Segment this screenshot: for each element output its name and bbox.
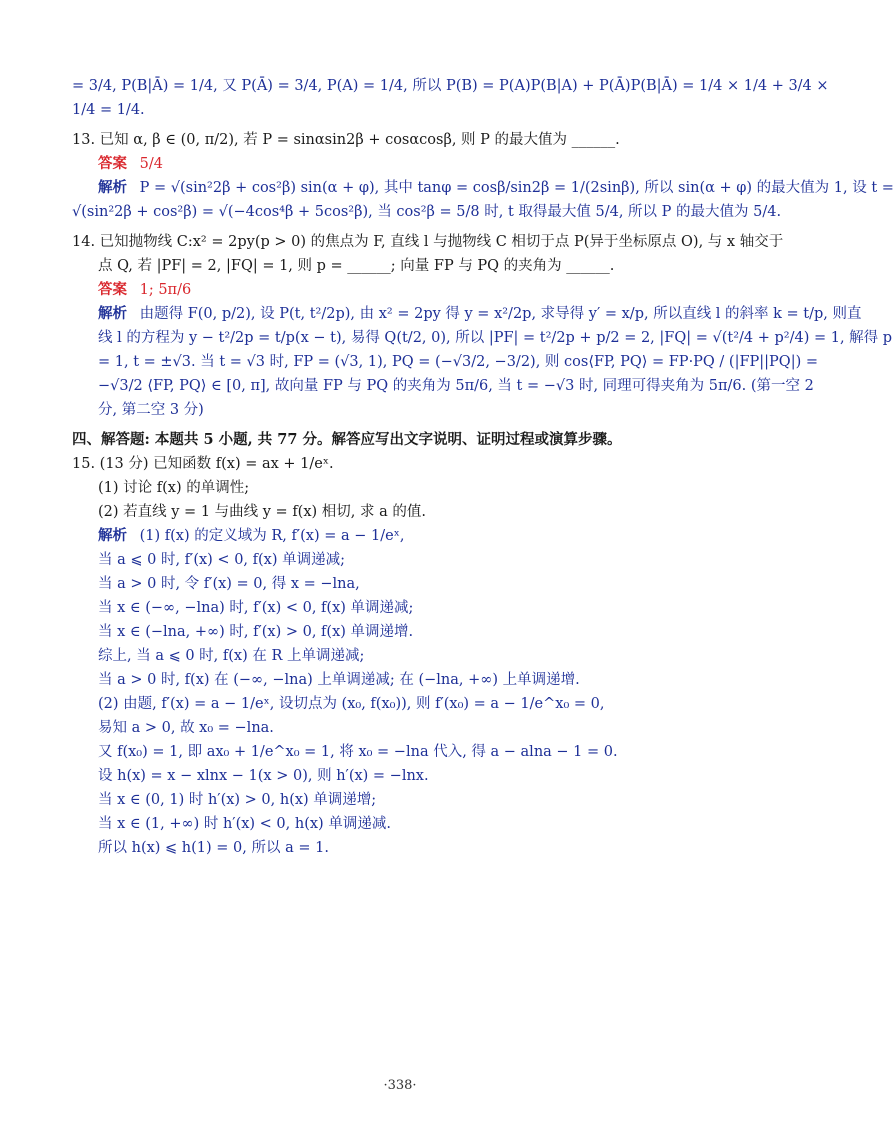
q15-analysis-line: 所以 h(x) ⩽ h(1) = 0, 所以 a = 1. [98,840,329,856]
q15-analysis-line: 当 a > 0 时, f(x) 在 (−∞, −lna) 上单调递减; 在 (−lna, +∞) 上单调递增. [98,672,580,688]
q15-analysis-label: 解析 [98,527,127,544]
q13-stem: 13. 已知 α, β ∈ (0, π/2), 若 P = sinαsin2β + cosαcosβ, 则 P 的最大值为 ______. [72,132,620,148]
q15-analysis-line: 当 x ∈ (1, +∞) 时 h′(x) < 0, h(x) 单调递减. [98,816,391,832]
q14-analysis-line-4: −√3/2 ⟨FP, PQ⟩ ∈ [0, π], 故向量 FP 与 PQ 的夹角为 5π/6, 当 t = −√3 时, 同理可得夹角为 5π/6. (第一空 2 [98,378,814,394]
q15-analysis-line: (2) 由题, f′(x) = a − 1/eˣ, 设切点为 (x₀, f(x₀)), 则 f′(x₀) = a − 1/e^x₀ = 0, [98,696,605,712]
intro-solution-line-2: 1/4 = 1/4. [72,102,145,118]
q15-analysis-line: 当 a ⩽ 0 时, f′(x) < 0, f(x) 单调递减; [98,552,345,568]
q15-stem: 15. (13 分) 已知函数 f(x) = ax + 1/eˣ. [72,456,334,472]
q13-analysis-label: 解析 [98,179,127,196]
q14-analysis-line-1: 由题得 F(0, p/2), 设 P(t, t²/2p), 由 x² = 2py 得 y = x²/2p, 求导得 y′ = x/p, 所以直线 l 的斜率 k = t/p, 则直 [139,306,862,322]
q15-analysis-line: 设 h(x) = x − xlnx − 1(x > 0), 则 h′(x) = −lnx. [98,768,429,784]
q13-answer: 5/4 [139,156,163,172]
q15-analysis-line: (1) f(x) 的定义域为 R, f′(x) = a − 1/eˣ, [139,528,405,544]
q13-answer-label: 答案 [98,155,127,172]
q15-analysis-line: 又 f(x₀) = 1, 即 ax₀ + 1/e^x₀ = 1, 将 x₀ = −lna 代入, 得 a − alna − 1 = 0. [98,744,618,760]
q15-analysis-line: 综上, 当 a ⩽ 0 时, f(x) 在 R 上单调递减; [98,648,365,664]
q15-analysis-line: 当 x ∈ (0, 1) 时 h′(x) > 0, h(x) 单调递增; [98,792,377,808]
q14-stem-line-2: 点 Q, 若 |PF| = 2, |FQ| = 1, 则 p = ______; 向量 FP 与 PQ 的夹角为 ______. [98,258,615,274]
q14-analysis-line-5: 分, 第二空 3 分) [98,402,204,418]
q14-answer: 1; 5π/6 [139,282,192,298]
q13-analysis-line-1: P = √(sin²2β + cos²β) sin(α + φ), 其中 tanφ = cosβ/sin2β = 1/(2sinβ), 所以 sin(α + φ) 的最大值为 1, 设 t = [139,180,894,196]
intro-solution-line-1: = 3/4, P(B|Ā) = 1/4, 又 P(Ā) = 3/4, P(A) = 1/4, 所以 P(B) = P(A)P(B|A) + P(Ā)P(B|Ā) = 1/4 × 1/4 + 3/4 × [72,78,829,94]
q15-analysis-line: 当 x ∈ (−∞, −lna) 时, f′(x) < 0, f(x) 单调递减; [98,600,414,616]
q15-part-1: (1) 讨论 f(x) 的单调性; [98,480,250,496]
page-content [72,74,894,860]
q14-analysis-label: 解析 [98,305,127,322]
q14-answer-label: 答案 [98,281,127,298]
q14-stem-line-1: 14. 已知抛物线 C:x² = 2py(p > 0) 的焦点为 F, 直线 l 与抛物线 C 相切于点 P(异于坐标原点 O), 与 x 轴交于 [72,234,784,250]
q15-analysis-line: 当 x ∈ (−lna, +∞) 时, f′(x) > 0, f(x) 单调递增. [98,624,414,640]
q15-analysis-line: 当 a > 0 时, 令 f′(x) = 0, 得 x = −lna, [98,576,360,592]
q14-analysis-line-2: 线 l 的方程为 y − t²/2p = t/p(x − t), 易得 Q(t/2, 0), 所以 |PF| = t²/2p + p/2 = 2, |FQ| = √(t²/4 + p²/4) = 1, 解得 p [98,330,893,346]
q15-analysis-line: 易知 a > 0, 故 x₀ = −lna. [98,720,274,736]
q13-analysis-line-2: √(sin²2β + cos²β) = √(−4cos⁴β + 5cos²β), 当 cos²β = 5/8 时, t 取得最大值 5/4, 所以 P 的最大值为 5/4. [72,204,782,220]
q14-analysis-line-3: = 1, t = ±√3. 当 t = √3 时, FP = (√3, 1), PQ = (−√3/2, −3/2), 则 cos⟨FP, PQ⟩ = FP·PQ / (|FP||PQ|) = [98,354,818,370]
section-4-heading: 四、解答题: 本题共 5 小题, 共 77 分。解答应写出文字说明、证明过程或演算步骤。 [72,431,622,448]
page-number: ·338· [383,1078,417,1093]
q15-part-2: (2) 若直线 y = 1 与曲线 y = f(x) 相切, 求 a 的值. [98,504,426,520]
